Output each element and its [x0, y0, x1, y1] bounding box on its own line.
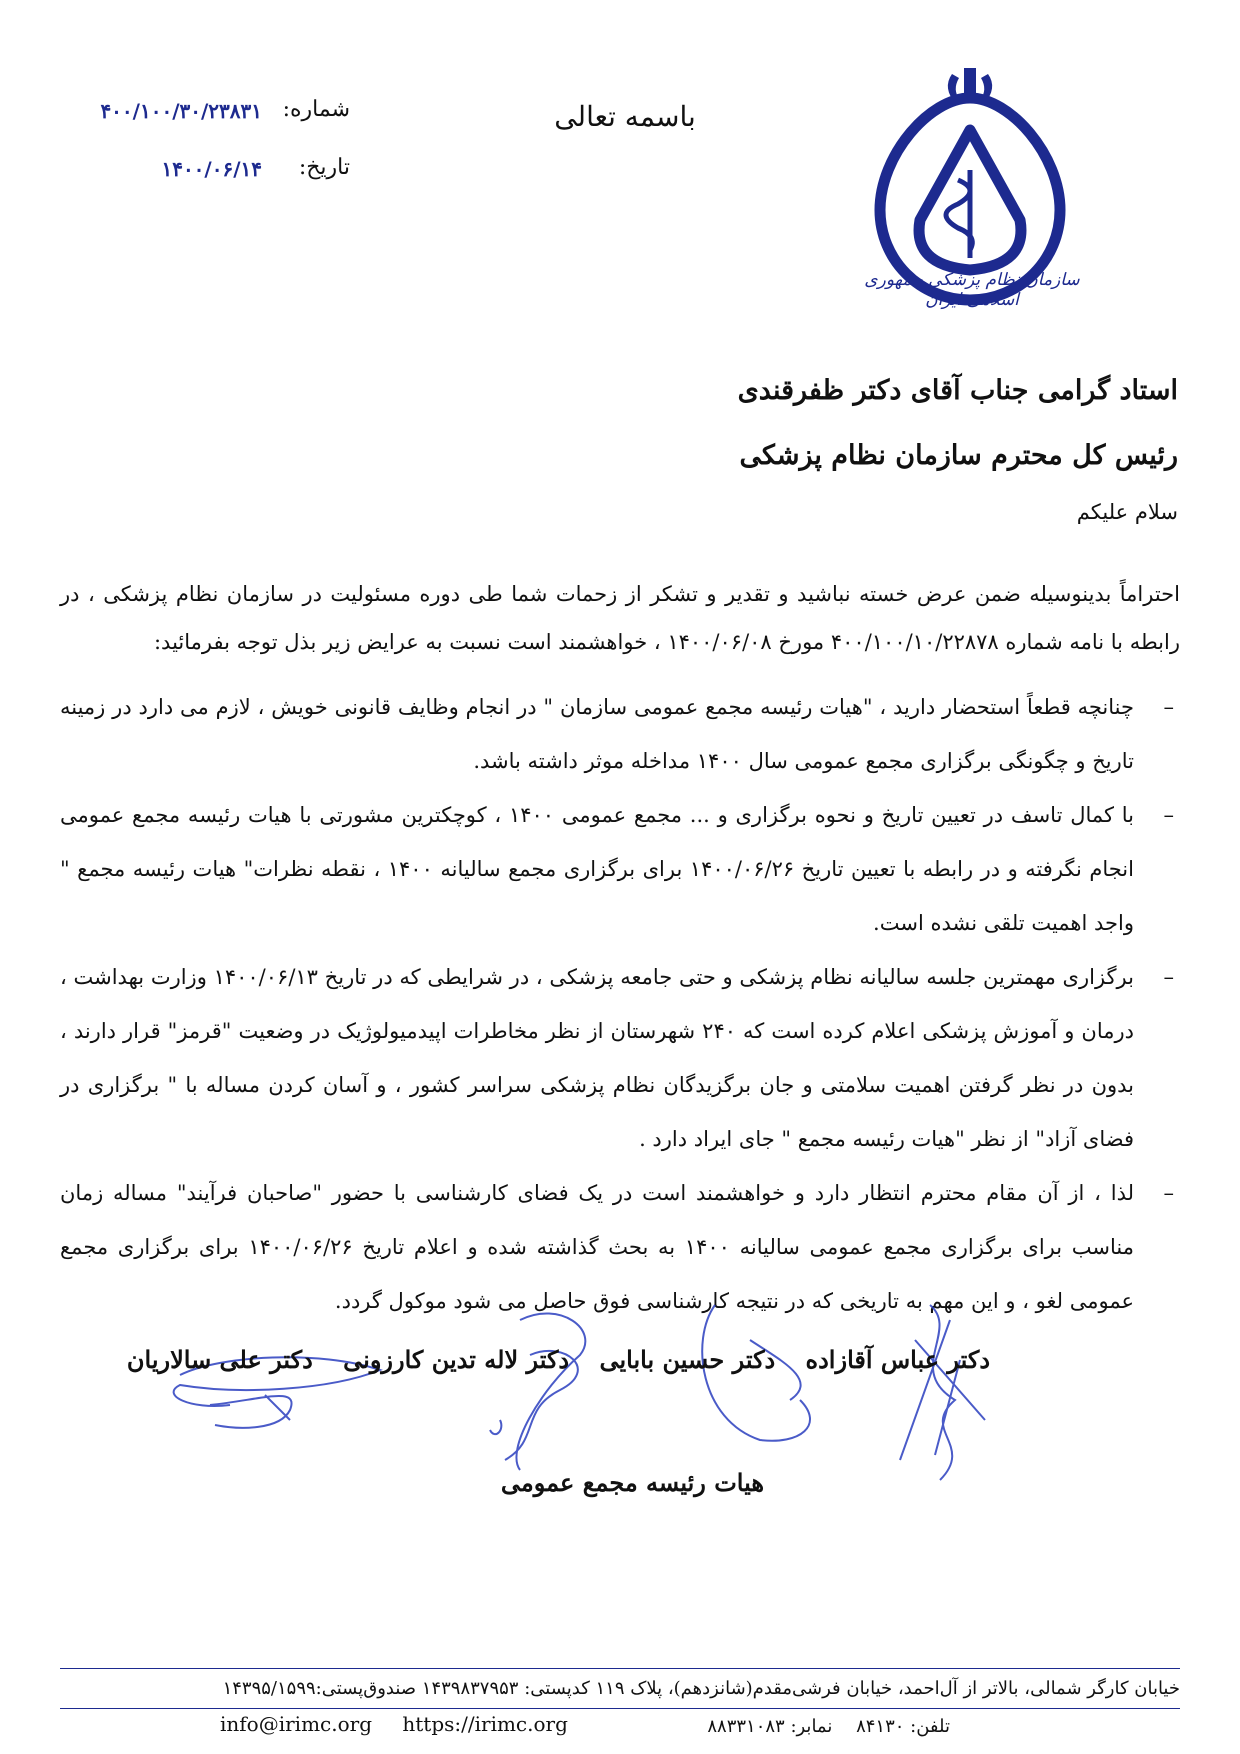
bullet-item: [60, 1166, 1180, 1328]
bullet-marker: –: [1163, 803, 1174, 827]
footer-fax: نمابر: ۸۸۳۳۱۰۸۳: [707, 1716, 833, 1737]
footer-website[interactable]: https://irimc.org: [402, 1712, 568, 1736]
letter-number-row: [60, 97, 350, 137]
signatory-name: دکتر لاله تدین کارزونی: [343, 1345, 570, 1374]
bullet-marker: –: [1163, 695, 1174, 719]
signatory-name: دکتر حسین بابایی: [599, 1345, 776, 1374]
bullet-item: [60, 788, 1180, 950]
bullet-text: چنانچه قطعاً استحضار دارید ، "هیات رئیسه مجمع عمومی سازمان " در انجام وظایف قانونی خویش ، لازم می دارد در زمینه تاریخ و چگونگی برگزاری مجمع عمومی سال ۱۴۰۰ مداخله موثر داشته باشد.: [60, 695, 1134, 773]
committee-title: هیات رئیسه مجمع عمومی: [500, 1468, 764, 1497]
signatories-row: [127, 1345, 990, 1374]
footer-phone-fax: [707, 1716, 950, 1737]
bullet-text: برگزاری مهمترین جلسه سالیانه نظام پزشکی و حتی جامعه پزشکی ، در شرایطی که در تاریخ ۱۴۰۰/۰۶/۱۳ وزارت بهداشت ، درمان و آموزش پزشکی اعلام کرده است که ۲۴۰ شهرستان از نظر مخاطرات اپیدمیولوژیک در وضعیت "قرمز" قرار دارند ، بدون در نظر گرفتن اهمیت سلامتی و جان برگزیدگان نظام پزشکی سراسر کشور ، و آسان کردن مساله با " برگزاری در فضای آزاد" از نظر "هیات رئیسه مجمع " جای ایراد دارد .: [60, 965, 1134, 1151]
signatory-name: دکتر علی سالاریان: [126, 1345, 313, 1374]
footer-rule-bottom: [60, 1708, 1180, 1709]
bullet-item: [60, 950, 1180, 1166]
bullet-marker: –: [1163, 965, 1174, 989]
addressee-name: استاد گرامی جناب آقای دکتر ظفرقندی: [737, 375, 1178, 406]
footer-address: خیابان کارگر شمالی، بالاتر از آل‌احمد، خیابان فرشی‌مقدم(شانزدهم)، پلاک ۱۱۹ کدپستی: ۱۴۳۹۸۳۷۹۵۳ صندوق‌پستی:۱۴۳۹۵/۱۵۹۹: [222, 1678, 1180, 1699]
bullet-text: با کمال تاسف در تعیین تاریخ و نحوه برگزاری و ... مجمع عمومی ۱۴۰۰ ، کوچکترین مشورتی با هیات رئیسه مجمع عمومی انجام نگرفته و در رابطه با تعیین تاریخ ۱۴۰۰/۰۶/۲۶ برای برگزاری مجمع سالیانه ۱۴۰۰ ، نقطه نظرات" هیات رئیسه مجمع " واجد اهمیت تلقی نشده است.: [60, 803, 1134, 935]
letter-number-label: شماره:: [282, 97, 350, 122]
bullet-list: [60, 680, 1180, 1328]
invocation: باسمه تعالی: [554, 100, 696, 133]
footer-email[interactable]: info@irimc.org: [220, 1712, 373, 1736]
bullet-marker: –: [1163, 1181, 1174, 1205]
bullet-item: [60, 680, 1180, 788]
signatory-name: دکتر عباس آقازاده: [805, 1345, 990, 1374]
emblem-caption: سازمان نظام پزشکی جمهوری اسلامی ایران: [864, 270, 1080, 310]
letter-date-value: ۱۴۰۰/۰۶/۱۴: [161, 157, 262, 181]
footer-rule-top: [60, 1668, 1180, 1669]
letter-number-value: ۴۰۰/۱۰۰/۳۰/۲۳۸۳۱: [100, 99, 262, 123]
bullet-text: لذا ، از آن مقام محترم انتظار دارد و خواهشمند است در یک فضای کارشناسی با حضور "صاحبان فرآیند" مساله زمان مناسب برای برگزاری مجمع عمومی سالیانه ۱۴۰۰ به بحث گذاشته شده و اعلام تاریخ ۱۴۰۰/۰۶/۲۶ برای برگزاری مجمع عمومی لغو ، و این مهم به تاریخی که در نتیجه کارشناسی فوق حاصل می شود موکول گردد.: [60, 1181, 1134, 1313]
letter-date-label: تاریخ:: [298, 155, 350, 180]
greeting: سلام علیکم: [1076, 500, 1178, 524]
letter-date-row: [60, 155, 350, 195]
intro-paragraph: احتراماً بدینوسیله ضمن عرض خسته نباشید و تقدیر و تشکر از زحمات شما طی دوره مسئولیت در سازمان نظام پزشکی ، در رابطه با نامه شماره ۴۰۰/۱۰۰/۱۰/۲۲۸۷۸ مورخ ۱۴۰۰/۰۶/۰۸ ، خواهشمند است نسبت به عرایض زیر بذل توجه بفرمائید:: [60, 582, 1180, 654]
footer-contact-row: [220, 1712, 592, 1736]
footer-phone: تلفن: ۸۴۱۳۰: [856, 1716, 950, 1737]
addressee-title: رئیس کل محترم سازمان نظام پزشکی: [739, 440, 1178, 471]
